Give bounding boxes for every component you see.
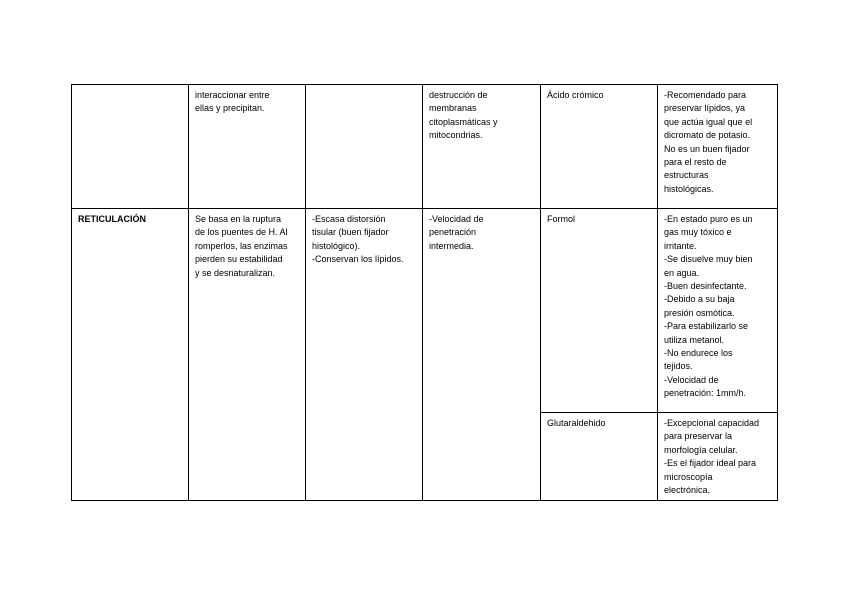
cell-text-line: dicromato de potasio. — [664, 130, 751, 141]
cell-text-line: y se desnaturalizan. — [195, 267, 276, 278]
table-cell — [306, 85, 423, 209]
cell-text-line: morfología celular. — [664, 444, 738, 455]
cell-text-line: penetración: 1mm/h. — [664, 388, 747, 399]
cell-text-line: tisular (buen fijador — [312, 227, 389, 238]
cell-text-line: -Es el fijador ideal para — [664, 458, 757, 469]
cell-text-line: -Para estabilizarlo se — [664, 321, 749, 332]
cell-text-line: -No endurece los — [664, 348, 733, 359]
cell-text-line: gas muy tóxico e — [664, 227, 732, 238]
cell-text-line: ellas y precipitan. — [195, 103, 265, 114]
cell-text-line: Formol — [547, 214, 576, 224]
table-cell — [306, 209, 423, 501]
fixative-notes-cell — [658, 209, 778, 413]
table-row — [72, 209, 778, 413]
cell-text-line: -En estado puro es un — [664, 214, 753, 224]
cell-text-line: de los puentes de H. Al — [195, 227, 288, 238]
cell-text-line: -Se disuelve muy bien — [664, 254, 753, 265]
cell-text-line: preservar lípidos, ya — [664, 103, 746, 114]
cell-text-line: electrónica. — [664, 485, 711, 496]
fixative-notes-cell — [658, 413, 778, 501]
cell-text-line: No es un buen fijador — [664, 143, 750, 154]
cell-text-line: presión osmótica. — [664, 307, 735, 318]
cell-text-line: estructuras — [664, 170, 709, 181]
cell-text-line: penetración — [429, 227, 477, 238]
table-row — [72, 85, 778, 209]
cell-text-line: destrucción de — [429, 90, 488, 100]
cell-text-line: -Debido a su baja — [664, 294, 735, 305]
cell-text-line: para preservar la — [664, 431, 733, 442]
cell-text-line: histológicas. — [664, 183, 714, 194]
cell-text-line: -Conservan los lípidos. — [312, 254, 404, 265]
cell-text-line: -Escasa distorsión — [312, 214, 386, 224]
fixatives-table — [71, 84, 778, 501]
cell-text-line: histológico). — [312, 240, 361, 251]
cell-text-line: microscopía — [664, 471, 713, 482]
fixative-name-cell — [541, 209, 658, 413]
cell-text-line: -Excepcional capacidad — [664, 418, 760, 428]
cell-text-line: intermedia. — [429, 240, 474, 251]
fixative-name-cell — [541, 85, 658, 209]
cell-text-line: Se basa en la ruptura — [195, 214, 282, 224]
cell-text-line: interaccionar entre — [195, 90, 270, 100]
fixative-notes-cell — [658, 85, 778, 209]
cell-text-line: membranas — [429, 103, 477, 114]
cell-text-line: RETICULACIÓN — [78, 214, 146, 224]
cell-text-line: citoplasmáticas y — [429, 116, 498, 127]
cell-text-line: -Buen desinfectante. — [664, 281, 747, 292]
cell-text-line: tejidos. — [664, 361, 693, 372]
cell-text-line: romperlos, las enzimas — [195, 240, 288, 251]
cell-text-line: en agua. — [664, 267, 700, 278]
table-cell — [189, 209, 306, 501]
fixative-name-cell — [541, 413, 658, 501]
cell-text-line: -Velocidad de — [664, 374, 719, 385]
cell-text-line: para el resto de — [664, 157, 727, 168]
cell-text-line: -Velocidad de — [429, 214, 484, 224]
cell-text-line: pierden su estabilidad — [195, 254, 283, 265]
cell-text-line: que actúa igual que el — [664, 116, 753, 127]
table-cell — [423, 85, 541, 209]
table-cell — [423, 209, 541, 501]
cell-text-line: Glutaraldehido — [547, 418, 606, 428]
cell-text-line: utiliza metanol. — [664, 334, 725, 345]
cell-text-line: Ácido crómico — [547, 90, 604, 100]
table-cell — [189, 85, 306, 209]
mechanism-category-cell — [72, 209, 189, 501]
cell-text-line: irritante. — [664, 240, 697, 251]
cell-text-line: -Recomendado para — [664, 90, 747, 100]
cell-text-line: mitocondrias. — [429, 130, 483, 141]
table-cell — [72, 85, 189, 209]
